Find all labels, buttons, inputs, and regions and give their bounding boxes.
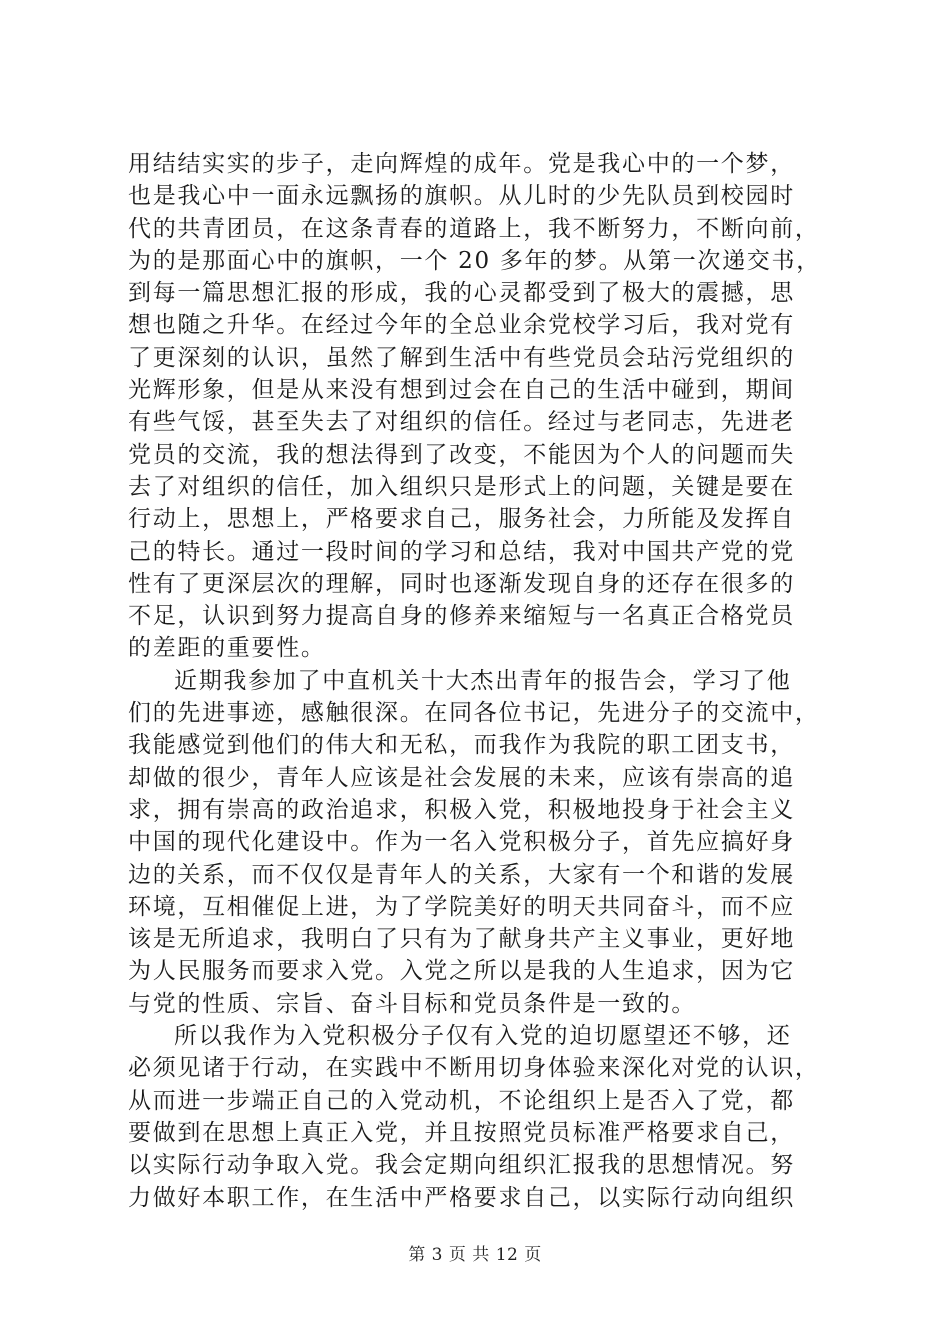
text-line: 们的先进事迹，感触很深。在同各位书记，先进分子的交流中，: [128, 700, 820, 727]
paragraph-first-line: 近期我参加了中直机关十大杰出青年的报告会，学习了他: [174, 667, 792, 694]
text-line: 从而进一步端正自己的入党动机，不论组织上是否入了党，都: [128, 1087, 795, 1114]
text-line: 环境，互相催促上进，为了学院美好的明天共同奋斗，而不应: [128, 893, 795, 920]
paragraph-first-line: 所以我作为入党积极分子仅有入党的迫切愿望还不够，还: [174, 1023, 792, 1050]
text-line: 己的特长。通过一段时间的学习和总结，我对中国共产党的党: [128, 538, 795, 565]
text-line: 用结结实实的步子，走向辉煌的成年。党是我心中的一个梦，: [128, 151, 795, 177]
text-line: 也是我心中一面永远飘扬的旗帜。从儿时的少先队员到校园时: [128, 183, 795, 210]
text-line: 去了对组织的信任，加入组织只是形式上的问题，关键是要在: [128, 473, 795, 500]
text-line: 想也随之升华。在经过今年的全总业余党校学习后，我对党有: [128, 312, 795, 339]
text-line: 不足，认识到努力提高自身的修养来缩短与一名真正合格党员: [128, 603, 795, 630]
text-line: 该是无所追求，我明白了只有为了献身共产主义事业，更好地: [128, 926, 795, 953]
text-line: 有些气馁，甚至失去了对组织的信任。经过与老同志，先进老: [128, 409, 795, 436]
page-number: 第 3 页 共 12 页: [408, 1245, 542, 1265]
text-line: 了更深刻的认识，虽然了解到生活中有些党员会玷污党组织的: [128, 344, 795, 371]
text-line: 光辉形象，但是从来没有想到过会在自己的生活中碰到，期间: [128, 377, 795, 404]
text-line: 与党的性质、宗旨、奋斗目标和党员条件是一致的。: [128, 990, 697, 1017]
body-text: [128, 148, 844, 1214]
text-line: 力做好本职工作，在生活中严格要求自己，以实际行动向组织: [128, 1184, 795, 1211]
text-line: 到每一篇思想汇报的形成，我的心灵都受到了极大的震撼，思: [128, 280, 795, 307]
page-footer: [0, 1240, 950, 1265]
text-line: 我能感觉到他们的伟大和无私，而我作为我院的职工团支书，: [128, 732, 795, 759]
text-line: 的差距的重要性。: [128, 635, 326, 662]
text-line: 代的共青团员，在这条青春的道路上，我不断努力，不断向前，: [128, 215, 820, 242]
text-line: 要做到在思想上真正入党，并且按照党员标准严格要求自己，: [128, 1119, 795, 1146]
text-line: 边的关系，而不仅仅是青年人的关系，大家有一个和谐的发展: [128, 861, 795, 888]
text-line: 行动上，思想上，严格要求自己，服务社会，力所能及发挥自: [128, 506, 795, 533]
text-line: 求，拥有崇高的政治追求，积极入党，积极地投身于社会主义: [128, 796, 795, 823]
text-line: 必须见诸于行动，在实践中不断用切身体验来深化对党的认识，: [128, 1055, 820, 1082]
text-line: 以实际行动争取入党。我会定期向组织汇报我的思想情况。努: [128, 1152, 795, 1179]
text-line: 为人民服务而要求入党。入党之所以是我的人生追求，因为它: [128, 958, 795, 985]
text-line: 党员的交流，我的想法得到了改变，不能因为个人的问题而失: [128, 441, 795, 468]
text-line: 性有了更深层次的理解，同时也逐渐发现自身的还存在很多的: [128, 570, 795, 597]
text-line: 却做的很少，青年人应该是社会发展的未来，应该有崇高的追: [128, 764, 795, 791]
text-line: 为的是那面心中的旗帜，一个 20 多年的梦。从第一次递交书，: [128, 247, 821, 274]
text-line: 中国的现代化建设中。作为一名入党积极分子，首先应搞好身: [128, 829, 795, 856]
